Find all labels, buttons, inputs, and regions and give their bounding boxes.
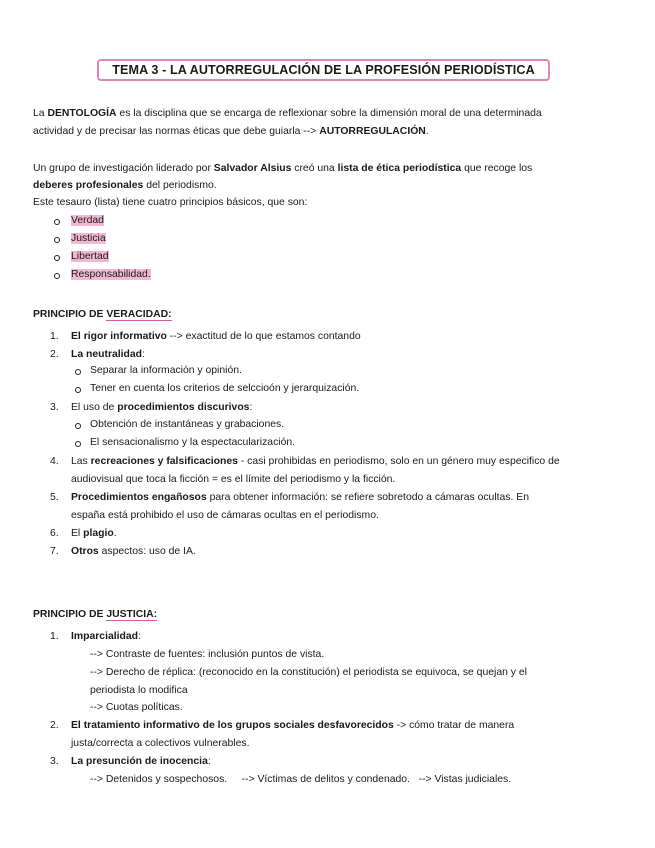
justicia-item-2-cont: justa/correcta a colectivos vulnerables. bbox=[71, 738, 250, 749]
principle-item: Verdad bbox=[71, 215, 104, 226]
intro-line-4 bbox=[33, 179, 217, 193]
item-number: 2. bbox=[50, 349, 59, 360]
bullet-circle-icon bbox=[54, 237, 60, 243]
justicia-item-1: Imparcialidad: bbox=[71, 631, 141, 642]
bullet-circle-icon bbox=[75, 387, 81, 393]
item-number: 3. bbox=[50, 402, 59, 413]
veracidad-item-2: La neutralidad: bbox=[71, 349, 145, 360]
veracidad-item-3: El uso de procedimientos discurivos: bbox=[71, 402, 253, 413]
sub-item: Obtención de instantáneas y grabaciones. bbox=[90, 419, 285, 430]
sub-item: periodista lo modifica bbox=[90, 685, 188, 696]
principle-item: Libertad bbox=[71, 251, 109, 262]
veracidad-item-4: Las recreaciones y falsificaciones - casi prohibidas en periodismo, solo en un género muy especifico de bbox=[71, 456, 560, 467]
item-number: 4. bbox=[50, 456, 59, 467]
term-lista: lista de ética periodística bbox=[337, 163, 462, 174]
item-number: 1. bbox=[50, 631, 59, 642]
author-name: Salvador Alsius bbox=[213, 163, 292, 174]
item-number: 7. bbox=[50, 546, 59, 557]
term-deberes: deberes profesionales bbox=[33, 180, 144, 191]
veracidad-item-6: El plagio. bbox=[71, 528, 117, 539]
item-number: 6. bbox=[50, 528, 59, 539]
item-number: 3. bbox=[50, 756, 59, 767]
text: es la disciplina que se encarga de reflexionar sobre la dimensión moral de una determinada bbox=[116, 108, 542, 119]
principle-item: Justicia bbox=[71, 233, 106, 244]
veracidad-item-1: El rigor informativo --> exactitud de lo que estamos contando bbox=[71, 331, 361, 342]
item-number: 2. bbox=[50, 720, 59, 731]
principle-item: Responsabilidad. bbox=[71, 269, 151, 280]
veracidad-item-7: Otros aspectos: uso de IA. bbox=[71, 546, 196, 557]
term-autorregulacion: AUTORREGULACIÓN bbox=[319, 126, 426, 137]
sub-item: Tener en cuenta los criterios de selccioón y jerarquización. bbox=[90, 383, 360, 394]
intro-line-5: Este tesauro (lista) tiene cuatro principios básicos, que son: bbox=[33, 197, 308, 208]
text: . bbox=[425, 126, 429, 137]
justicia-item-3: La presunción de inocencia: bbox=[71, 756, 211, 767]
section-heading-justicia: PRINCIPIO DE JUSTICIA: bbox=[33, 609, 158, 620]
bullet-circle-icon bbox=[75, 369, 81, 375]
intro-line-1 bbox=[33, 107, 542, 121]
bullet-circle-icon bbox=[54, 219, 60, 225]
section-heading-veracidad: PRINCIPIO DE VERACIDAD: bbox=[33, 309, 172, 320]
sub-item: --> Contraste de fuentes: inclusión puntos de vista. bbox=[90, 649, 325, 660]
text: La bbox=[33, 108, 48, 119]
term-dentologia: DENTOLOGÍA bbox=[47, 108, 117, 119]
text: Un grupo de investigación liderado por bbox=[33, 163, 214, 174]
bullet-circle-icon bbox=[54, 255, 60, 261]
bullet-circle-icon bbox=[75, 423, 81, 429]
veracidad-item-5-cont: españa está prohibido el uso de cámaras ocultas en el periodismo. bbox=[71, 510, 379, 521]
page-title: TEMA 3 - LA AUTORREGULACIÓN DE LA PROFESIÓN PERIODÍSTICA bbox=[97, 59, 550, 81]
text: actividad y de precisar las normas éticas que debe guiarla --> bbox=[33, 126, 320, 137]
text: del periodismo. bbox=[143, 180, 217, 191]
intro-line-3 bbox=[33, 162, 532, 176]
intro-line-2 bbox=[33, 125, 429, 139]
sub-item: --> Cuotas políticas. bbox=[90, 702, 183, 713]
text: que recoge los bbox=[461, 163, 533, 174]
bullet-circle-icon bbox=[54, 273, 60, 279]
veracidad-item-5: Procedimientos engañosos para obtener información: se refiere sobretodo a cámaras ocultas. En bbox=[71, 492, 529, 503]
sub-item: Separar la información y opinión. bbox=[90, 365, 242, 376]
justicia-item-2: El tratamiento informativo de los grupos sociales desfavorecidos -> cómo tratar de manera bbox=[71, 720, 515, 731]
item-number: 1. bbox=[50, 331, 59, 342]
sub-item: El sensacionalismo y la espectacularización. bbox=[90, 437, 296, 448]
text: creó una bbox=[291, 163, 338, 174]
bullet-circle-icon bbox=[75, 441, 81, 447]
sub-item: --> Detenidos y sospechosos. --> Víctimas de delitos y condenado. --> Vistas judiciales. bbox=[90, 774, 512, 785]
sub-item: --> Derecho de réplica: (reconocido en la constitución) el periodista se equivoca, se quejan y el bbox=[90, 667, 527, 678]
item-number: 5. bbox=[50, 492, 59, 503]
veracidad-item-4-cont: audiovisual que toca la ficción = es el límite del periodismo y la ficción. bbox=[71, 474, 396, 485]
